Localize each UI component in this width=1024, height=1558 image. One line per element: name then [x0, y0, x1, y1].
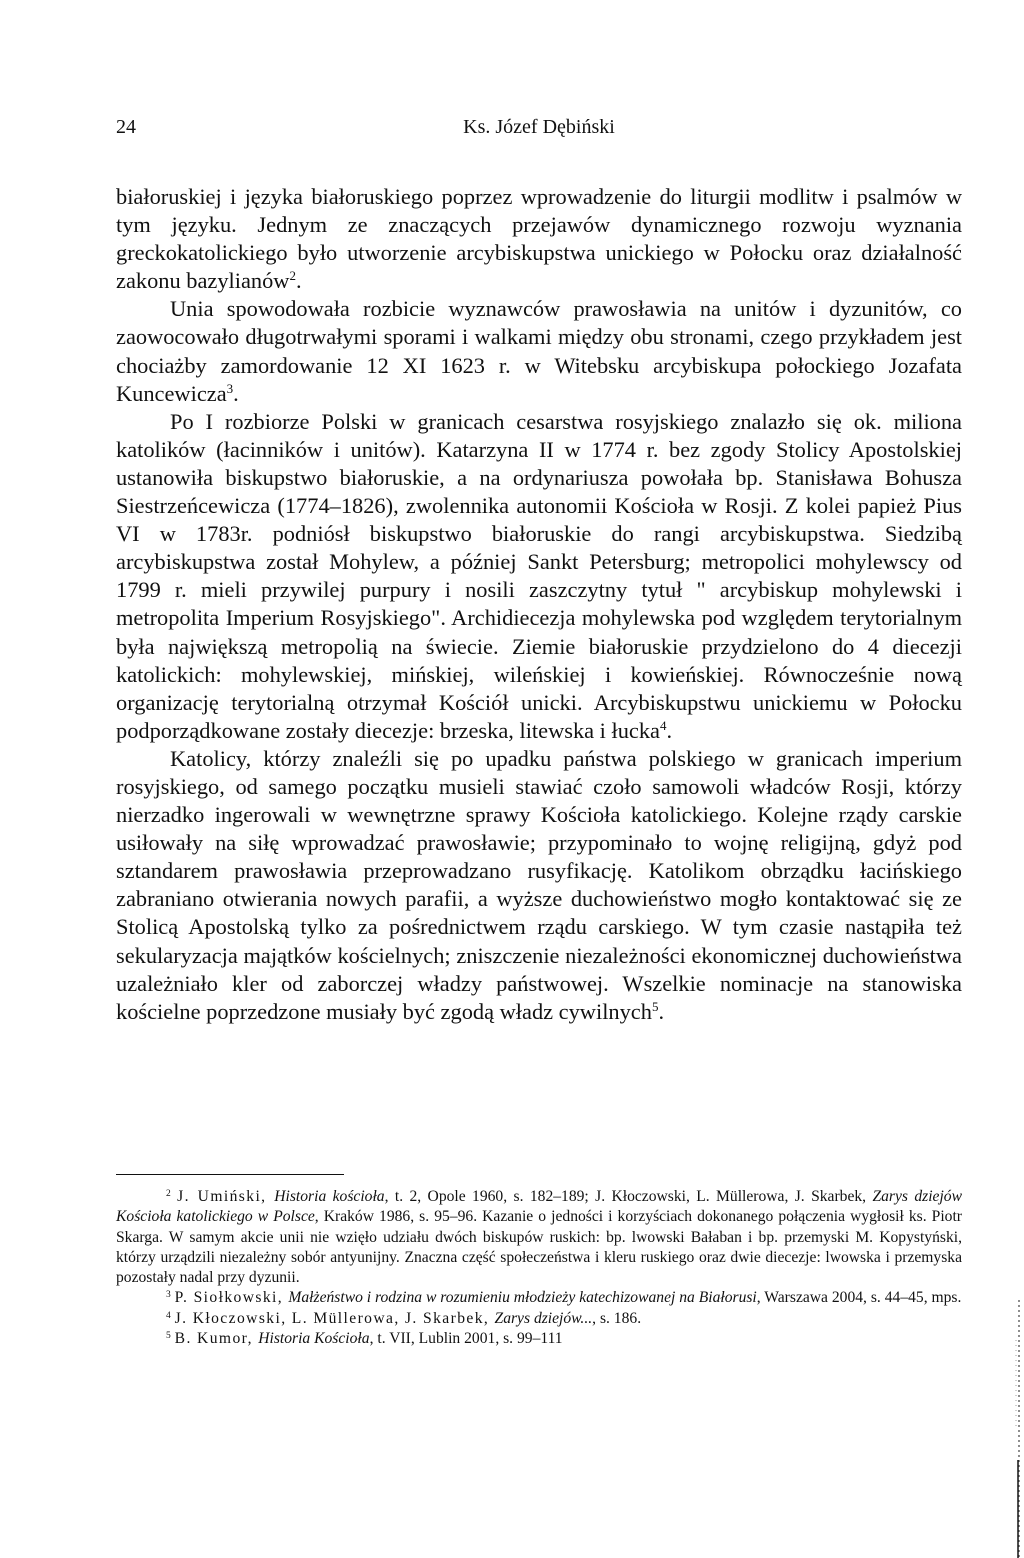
footnote — [116, 1309, 962, 1329]
cited-title: Zarys dziejów Kościoła katolickiego w Polsce — [116, 1188, 963, 1226]
footnote-number: 3 — [166, 1290, 171, 1301]
body-text — [116, 183, 962, 1026]
paragraph-text: Katolicy, którzy znaleźli się po upadku państwa polskiego w granicach imperium rosyjskiego, od samego początku musieli stawiać czoło samowoli władców Rosji, którzy nierzadko ingerowali w wewnętrzne sprawy Kościoła katolickiego. Kolejne rządy carskie usiłowały na siłę wprowadzać prawosławie; przypominało to wojnę religijną, gdyż pod sztandarem prawosławia przeprowadzano rusyfikację. Katolikom obrządku łacińskiego zabraniano otwierania nowych parafii, a wyższe duchowieństwo mogło kontaktować się ze Stolicą Apostolską tylko za pośrednictwem rządu carskiego. W tym czasie nastąpiła też sekularyzacja majątków kościelnych; zniszczenie niezależności ekonomicznej duchowieństwa uzależniało kler od zaborczej władzy państwowej. Wszelkie nominacje na stanowiska kościelne poprzedzone musiały być zgodą władz cywilnych — [116, 745, 962, 1024]
footnote-text: , Kraków 1986, s. 95–96. Kazanie o jedności i korzyściach dokonanego połączenia wygłosił ks. Piotr Skarga. W samym akcie unii nie wzięło udziału dwóch biskupów ruskich: bp. lwowski Bałaban i bp. przemyski M. Kopystyński, którzy urządzili niezależny sobór antyunijny. Znaczna część społeczeństwa i kleru ruskiego oraz dwie diecezje: lwowska i przemyska pozostały nadal przy dyzunii. — [116, 1208, 963, 1287]
footnote — [116, 1187, 962, 1288]
footnote-ref: 5 — [651, 998, 659, 1014]
paragraph-text: białoruskiej i języka białoruskiego poprzez wprowadzenie do liturgii modlitw i psalmów w tym języku. Jednym ze znaczących przejawów dynamicznego rozwoju wyznania greckokatolickiego było utworzenie arcybiskupstwa unickiego w Połocku oraz działalność zakonu bazylianów — [116, 184, 962, 294]
footnote-text: , t. 2, Opole 1960, s. 182–189; J. Kłoczowski, L. Müllerowa, J. Skarbek, — [384, 1188, 873, 1205]
paragraph: Unia spowodowała rozbicie wyznawców prawosławia na unitów i dyzunitów, co zaowocowało długotrwałymi sporami i walkami między obu stronami, czego przykładem jest chociażby zamordowanie 12 XI 1623 r. w Witebsku arcybiskupa połockiego Jozafata Kuncewicza$^3$. — [116, 296, 962, 406]
cited-title: Historia Kościoła — [258, 1330, 370, 1348]
footnote-number: 2 — [166, 1189, 171, 1199]
footnote — [116, 1288, 962, 1308]
footnote-ref: 4 — [660, 717, 667, 733]
footnote-ref: 2 — [289, 268, 296, 284]
cited-title: Historia kościoła — [274, 1188, 385, 1205]
footnote-text: , t. VII, Lublin 2001, s. 99–111 — [369, 1330, 563, 1348]
cited-title: Małżeństwo i rodzina w rozumieniu młodzieży katechizowanej na Białorusi — [288, 1289, 757, 1307]
paragraph: Katolicy, którzy znaleźli się po upadku państwa polskiego w granicach imperium rosyjskiego, od samego początku musieli stawiać czoło samowoli władców Rosji, którzy nierzadko ingerowali w wewnętrzne sprawy Kościoła katolickiego. Kolejne rządy carskie usiłowały na siłę wprowadzać prawosławie; przypominało to wojnę religijną, gdyż pod sztandarem prawosławia przeprowadzano rusyfikację. Katolikom obrządku łacińskiego zabraniano otwierania nowych parafii, a wyższe duchowieństwo mogło kontaktować się ze Stolicą Apostolską tylko za pośrednictwem rządu carskiego. W tym czasie nastąpiła też sekularyzacja majątków kościelnych; zniszczenie niezależności ekonomicznej duchowieństwa uzależniało kler od zaborczej władzy państwowej. Wszelkie nominacje na stanowiska kościelne poprzedzone musiały być zgodą władz cywilnych$^5$. — [116, 745, 962, 1024]
scan-edge-artifact — [1000, 1300, 1024, 1558]
paragraph: Po I rozbiorze Polski w granicach cesarstwa rosyjskiego znalazło się ok. miliona katolików (łacinników i unitów). Katarzyna II w 1774 r. bez zgody Stolicy Apostolskiej ustanowiła biskupstwo białoruskie, a na ordynariusza powołała bp. Stanisława Bohusza Siestrzeńcewicza (1774–1826), zwolennika autonomii Kościoła w Rosji. Z kolei papież Pius VI w 1783r. podniósł biskupstwo białoruskie do rangi arcybiskupstwa. Siedzibą arcybiskupstwa został Mohylew, a później Sankt Petersburg; metropolici mohylewscy od 1799 r. mieli przywilej purpury i nosili zaszczytny tytuł " arcybiskup mohylewski i metropolita Imperium Rosyjskiego". Archidiecezja mohylewska pod względem terytorialnym była największą metropolią na świecie. Ziemie białoruskie przydzielono do 4 diecezji katolickich: mohylewskiej, mińskiej, wileńskiej i kowieńskiej. Równocześnie nową organizację terytorialną otrzymał Kościół unicki. Arcybiskupstwu unickiemu w Połocku podporządkowane zostały diecezje: brzeska, litewska i łucka$^4$. — [116, 408, 962, 743]
footnote-text: , s. 186. — [592, 1309, 642, 1327]
footnote-separator — [116, 1174, 344, 1175]
footnote-text: , Warszawa 2004, s. 44–45, mps. — [756, 1289, 962, 1307]
paragraph-text: Po I rozbiorze Polski w granicach cesarstwa rosyjskiego znalazło się ok. miliona katolików (łacinników i unitów). Katarzyna II w 1774 r. bez zgody Stolicy Apostolskiej ustanowiła biskupstwo białoruskie, a na ordynariusza powołała bp. Stanisława Bohusza Siestrzeńcewicza (1774–1826), zwolennika autonomii Kościoła w Rosji. Z kolei papież Pius VI w 1783r. podniósł biskupstwo białoruskie do rangi arcybiskupstwa. Siedzibą arcybiskupstwa został Mohylew, a później Sankt Petersburg; metropolici mohylewscy od 1799 r. mieli przywilej purpury i nosili zaszczytny tytuł " arcybiskup mohylewski i metropolita Imperium Rosyjskiego". Archidiecezja mohylewska pod względem terytorialnym była największą metropolią na świecie. Ziemie białoruskie przydzielono do 4 diecezji katolickich: mohylewskiej, mińskiej, wileńskiej i kowieńskiej. Równocześnie nową organizację terytorialną otrzymał Kościół unicki. Arcybiskupstwu unickiemu w Połocku podporządkowane zostały diecezje: brzeska, litewska i łucka — [116, 408, 962, 743]
footnote-ref: 3 — [226, 380, 234, 396]
running-head: Ks. Józef Dębiński — [463, 116, 615, 138]
cited-title: Zarys dziejów... — [494, 1309, 593, 1327]
cited-author: J. Kłoczowski, L. Müllerowa, J. Skarbek, — [174, 1309, 495, 1327]
cited-author: P. Siołkowski, — [174, 1289, 289, 1307]
footnotes — [116, 1187, 962, 1349]
paragraph: białoruskiej i języka białoruskiego poprzez wprowadzenie do liturgii modlitw i psalmów w tym języku. Jednym ze znaczących przejawów dynamicznego rozwoju wyznania greckokatolickiego było utworzenie arcybiskupstwa unickiego w Połocku oraz działalność zakonu bazylianów$^2$. — [116, 184, 962, 294]
footnote-number: 4 — [166, 1310, 171, 1321]
cited-author: B. Kumor, — [174, 1330, 259, 1348]
cited-author: J. Umiński, — [177, 1188, 275, 1205]
footnote-number: 5 — [166, 1331, 171, 1342]
page-header — [116, 116, 962, 146]
page-number: 24 — [116, 116, 136, 138]
paragraph-text: Unia spowodowała rozbicie wyznawców prawosławia na unitów i dyzunitów, co zaowocowało długotrwałymi sporami i walkami między obu stronami, czego przykładem jest chociażby zamordowanie 12 XI 1623 r. w Witebsku arcybiskupa połockiego Jozafata Kuncewicza — [116, 296, 962, 406]
footnote — [116, 1329, 962, 1349]
